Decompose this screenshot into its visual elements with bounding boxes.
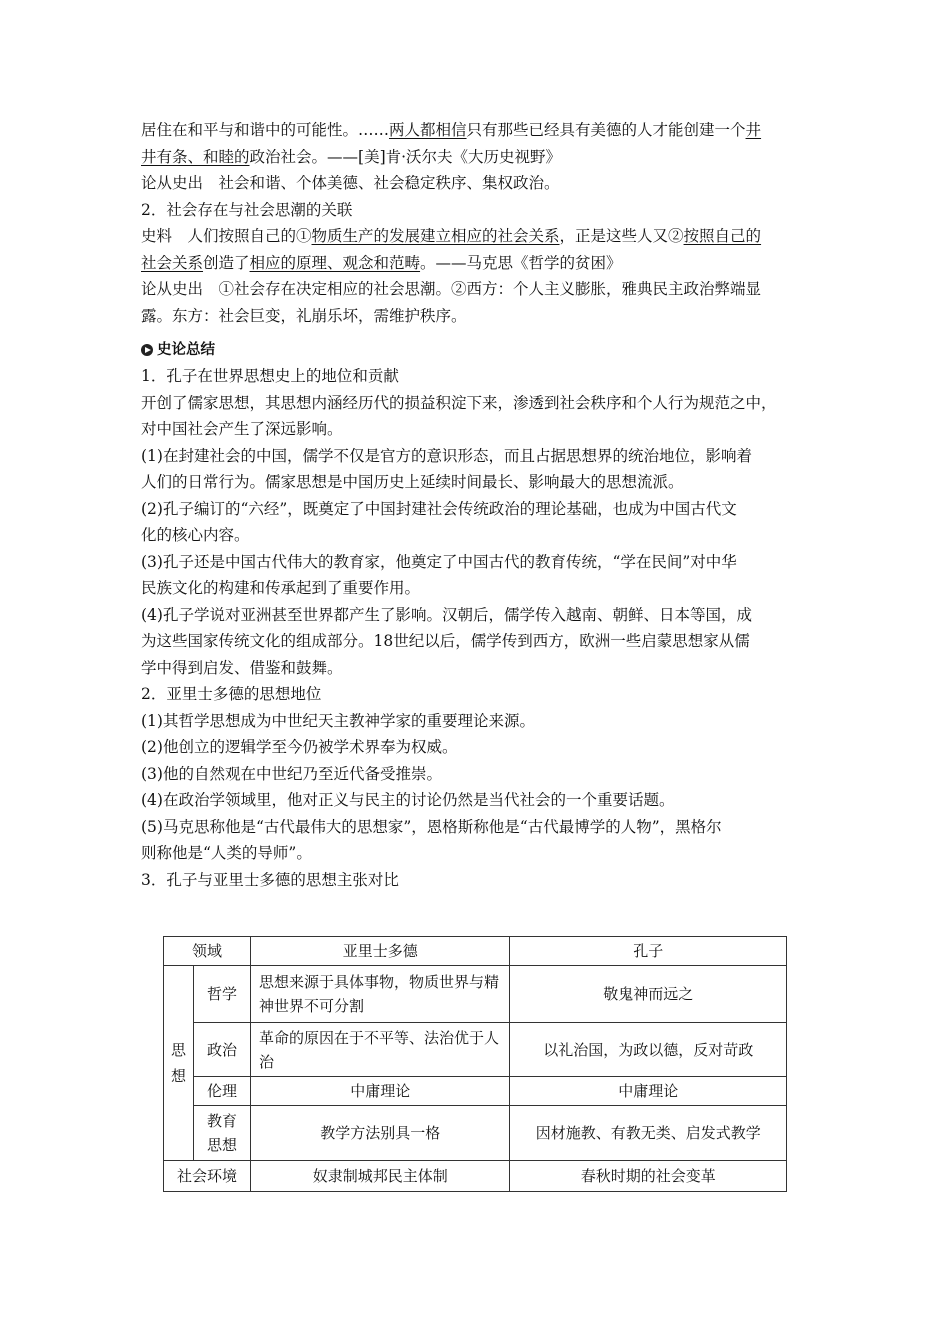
summary-line: 人们的日常行为。儒家思想是中国历史上延续时间最长、影响最大的思想流派。 — [141, 473, 684, 491]
summary-line: 则称他是“人类的导师”。 — [141, 844, 312, 862]
group-label-char: 想 — [170, 1067, 186, 1085]
table-row — [164, 1106, 787, 1161]
text-line — [141, 250, 813, 277]
summary-line: (1)在封建社会的中国，儒学不仅是官方的意识形态，而且占据思想界的统治地位，影响着 — [141, 446, 752, 465]
summary-line: (2)孔子编订的“六经”，既奠定了中国封建社会传统政治的理论基础，也成为中国古代文 — [141, 499, 737, 518]
summary-line: (4)在政治学领域里，他对正义与民主的讨论仍然是当代社会的一个重要话题。 — [141, 791, 675, 809]
subheading: 2．社会存在与社会思潮的关联 — [141, 200, 353, 219]
text-span: 只有那些已经具有美德的人才能创建一个 — [466, 121, 746, 139]
cell-confucius: 以礼治国，为政以德，反对苛政 — [510, 1023, 787, 1077]
underlined-text: 社会关系 — [141, 253, 204, 272]
cell-aristotle: 思想来源于具体事物，物质世界与精神世界不可分割 — [250, 966, 510, 1023]
header-confucius: 孔子 — [510, 937, 787, 966]
table-row — [164, 1023, 787, 1077]
summary-line: 1．孔子在世界思想史上的地位和贡献 — [141, 367, 399, 385]
text-line — [141, 117, 813, 144]
text-line — [141, 144, 813, 171]
summary-line: (4)孔子学说对亚洲甚至世界都产生了影响。汉朝后，儒学传入越南、朝鲜、日本等国，成 — [141, 605, 752, 624]
underlined-text: 相应的原理、观念和范畴 — [249, 253, 421, 272]
summary-line: 化的核心内容。 — [141, 526, 250, 544]
cell-field-text: 教育思想 — [206, 1112, 237, 1154]
cell-confucius: 春秋时期的社会变革 — [510, 1161, 787, 1192]
table-header-row — [164, 937, 787, 966]
summary-line: (5)马克思称他是“古代最伟大的思想家”，恩格斯称他是“古代最博学的人物”，黑格尔 — [141, 817, 722, 836]
cell-field: 政治 — [193, 1023, 250, 1077]
text-span: ，正是这些人又② — [559, 227, 684, 245]
cell-field — [193, 1106, 250, 1161]
text-span: 居住在和平与和谐中的可能性。…… — [141, 121, 390, 139]
cell-field: 伦理 — [193, 1077, 250, 1106]
underlined-text: 两人都相信 — [389, 121, 467, 139]
underlined-text: 物质生产的发展建立相应的社会关系 — [311, 227, 560, 245]
text-line: 论从史出 社会和谐、个体美德、社会稳定秩序、集权政治。 — [141, 174, 560, 192]
cell-confucius: 中庸理论 — [510, 1077, 787, 1106]
cell-aristotle: 教学方法别具一格 — [250, 1106, 510, 1161]
cell-confucius: 因材施教、有教无类、启发式教学 — [510, 1106, 787, 1161]
citation: 。——马克思《哲学的贫困》 — [420, 253, 622, 272]
underlined-text: 按照自己的 — [683, 227, 762, 245]
summary-line: 学中得到启发、借鉴和鼓舞。 — [141, 658, 343, 677]
cell-confucius: 敬鬼神而远之 — [510, 966, 787, 1023]
summary-line: (1)其哲学思想成为中世纪天主教神学家的重要理论来源。 — [141, 711, 535, 730]
cell-aristotle: 奴隶制城邦民主体制 — [250, 1161, 510, 1192]
text-line: 露。东方：社会巨变，礼崩乐坏，需维护秩序。 — [141, 306, 467, 325]
text-span: 创造了 — [203, 253, 250, 272]
cell-aristotle: 革命的原因在于不平等、法治优于人治 — [250, 1023, 510, 1077]
comparison-table — [163, 936, 787, 1192]
table-row — [164, 1077, 787, 1106]
summary-line: 开创了儒家思想，其思想内涵经历代的损益积淀下来，渗透到社会秩序和个人行为规范之中， — [141, 393, 777, 412]
play-icon — [141, 344, 153, 356]
table-row — [164, 1161, 787, 1192]
text-line — [141, 223, 813, 250]
underlined-text: 井 — [745, 121, 762, 139]
section-heading-label: 史论总结 — [157, 342, 215, 358]
summary-body — [141, 363, 813, 893]
summary-line: 对中国社会产生了深远影响。 — [141, 420, 343, 438]
summary-line: (2)他创立的逻辑学至今仍被学术界奉为权威。 — [141, 738, 458, 756]
summary-line: 3．孔子与亚里士多德的思想主张对比 — [141, 870, 399, 889]
summary-line: 民族文化的构建和传承起到了重要作用。 — [141, 579, 421, 597]
summary-line: (3)孔子还是中国古代伟大的教育家，他奠定了中国古代的教育传统，“学在民间”对中华 — [141, 552, 737, 571]
text-line: 论从史出 ①社会存在决定相应的社会思潮。②西方：个人主义膨胀，雅典民主政治弊端显 — [141, 280, 762, 298]
citation: 政治社会。——[美]肯·沃尔夫《大历史视野》 — [249, 147, 562, 166]
underlined-text: 井有条、和睦的 — [141, 147, 250, 166]
document-page — [141, 117, 813, 893]
group-label-thought — [164, 966, 194, 1161]
cell-field: 社会环境 — [164, 1161, 251, 1192]
cell-field: 哲学 — [193, 966, 250, 1023]
summary-line: (3)他的自然观在中世纪乃至近代备受推崇。 — [141, 764, 442, 783]
summary-line: 2．亚里士多德的思想地位 — [141, 685, 322, 703]
header-aristotle: 亚里士多德 — [250, 937, 510, 966]
group-label-char: 思 — [170, 1041, 186, 1059]
table-row — [164, 966, 787, 1023]
header-field: 领域 — [164, 937, 251, 966]
cell-aristotle: 中庸理论 — [250, 1077, 510, 1106]
section-heading — [141, 337, 813, 363]
text-span: 史料 人们按照自己的① — [141, 227, 312, 245]
summary-line: 为这些国家传统文化的组成部分。18世纪以后，儒学传到西方，欧洲一些启蒙思想家从儒 — [141, 632, 750, 650]
